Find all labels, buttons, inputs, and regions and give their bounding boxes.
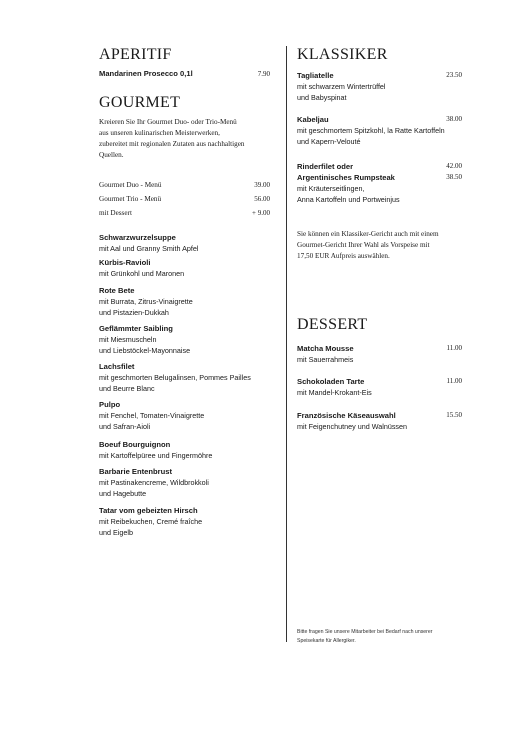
klassiker-item-price: 38.00 (446, 115, 462, 123)
dish-name: Geflämmter Saibling (99, 324, 173, 333)
dish-name: Lachsfilet (99, 362, 135, 371)
gourmet-intro-line: Kreieren Sie Ihr Gourmet Duo- oder Trio-Menü (99, 118, 237, 126)
dessert-item-price: 15.50 (446, 411, 462, 419)
dish-desc: mit Aal und Granny Smith Apfel (99, 244, 199, 253)
dish-name: Boeuf Bourguignon (99, 440, 171, 449)
gourmet-menu-price: 39.00 (254, 181, 270, 189)
klassiker-item-desc: und Kapern-Velouté (297, 137, 361, 146)
dish-desc: mit Pastinakencreme, Wildbrokkoli (99, 478, 209, 487)
dish-desc: und Hagebutte (99, 489, 147, 498)
dish-desc: und Beurre Blanc (99, 384, 155, 393)
aperitif-item-price: 7.90 (257, 70, 270, 78)
klassiker-item-price: 23.50 (446, 71, 462, 79)
dish-name: Pulpo (99, 400, 121, 409)
dish-desc: mit Grünkohl und Maronen (99, 269, 185, 278)
dessert-item-price: 11.00 (446, 377, 462, 385)
steak-price: 42.00 (446, 162, 462, 170)
dish-desc: mit Kartoffelpüree und Fingermöhre (99, 451, 213, 460)
klassiker-item-desc: und Babyspinat (297, 93, 347, 102)
steak-name: Argentinisches Rumpsteak (297, 173, 395, 182)
klassiker-note-line: Gourmet-Gericht Ihrer Wahl als Vorspeise mit (297, 241, 430, 249)
gourmet-heading: GOURMET (99, 94, 181, 111)
gourmet-intro-line: zubereitet mit regionalen Zutaten aus nachhaltigen (99, 140, 245, 148)
allergy-note-line: Speisekarte für Allergiker. (297, 638, 356, 644)
dish-name: Kürbis-Ravioli (99, 258, 151, 267)
dish-name: Schwarzwurzelsuppe (99, 233, 176, 242)
klassiker-heading: KLASSIKER (297, 46, 388, 63)
klassiker-item-name: Tagliatelle (297, 71, 334, 80)
aperitif-item-name: Mandarinen Prosecco 0,1l (99, 69, 193, 78)
aperitif-heading: APERITIF (99, 46, 172, 63)
steak-name: Rinderfilet oder (297, 162, 354, 171)
dish-desc: mit Fenchel, Tomaten-Vinaigrette (99, 411, 205, 420)
dish-desc: und Eigelb (99, 528, 133, 537)
gourmet-menu-name: mit Dessert (99, 209, 132, 217)
dessert-item-desc: mit Feigenchutney und Walnüssen (297, 422, 408, 431)
dish-desc: mit Burrata, Zitrus-Vinaigrette (99, 297, 193, 306)
gourmet-menu-price: 56.00 (254, 195, 270, 203)
gourmet-intro-line: aus unseren kulinarischen Meisterwerken, (99, 129, 220, 137)
dessert-heading: DESSERT (297, 316, 368, 333)
klassiker-item-name: Kabeljau (297, 115, 329, 124)
column-divider (286, 46, 287, 642)
gourmet-menu-name: Gourmet Duo - Menü (99, 181, 162, 189)
klassiker-note-line: 17,50 EUR Aufpreis auswählen. (297, 252, 390, 260)
dish-desc: und Liebstöckel-Mayonnaise (99, 346, 191, 355)
klassiker-item-desc: mit geschmortem Spitzkohl, la Ratte Kartoffeln (297, 126, 445, 135)
dessert-item-name: Matcha Mousse (297, 344, 354, 353)
dessert-item-price: 11.00 (446, 344, 462, 352)
gourmet-menu-price: + 9.00 (252, 209, 270, 217)
dish-desc: mit Miesmuscheln (99, 335, 157, 344)
dish-name: Rote Bete (99, 286, 135, 295)
steak-desc: Anna Kartoffeln und Portweinjus (297, 195, 400, 204)
steak-price: 38.50 (446, 173, 462, 181)
dish-desc: mit Reibekuchen, Cremé fraîche (99, 517, 203, 526)
allergy-note-line: Bitte fragen Sie unsere Mitarbeiter bei Bedarf nach unserer (297, 629, 433, 635)
dish-name: Tatar vom gebeizten Hirsch (99, 506, 198, 515)
dessert-item-name: Französische Käseauswahl (297, 411, 396, 420)
dessert-item-desc: mit Mandel-Krokant-Eis (297, 388, 372, 397)
gourmet-menu-name: Gourmet Trio - Menü (99, 195, 162, 203)
dish-desc: und Pistazien-Dukkah (99, 308, 169, 317)
dessert-item-desc: mit Sauerrahmeis (297, 355, 354, 364)
dish-name: Barbarie Entenbrust (99, 467, 173, 476)
gourmet-intro-line: Quellen. (99, 151, 124, 159)
dish-desc: mit geschmorten Belugalinsen, Pommes Pailles (99, 373, 251, 382)
steak-desc: mit Kräuterseitlingen, (297, 184, 365, 193)
klassiker-note-line: Sie können ein Klassiker-Gericht auch mit einem (297, 230, 439, 238)
klassiker-item-desc: mit schwarzem Wintertrüffel (297, 82, 386, 91)
dessert-item-name: Schokoladen Tarte (297, 377, 365, 386)
dish-desc: und Safran-Aioli (99, 422, 151, 431)
